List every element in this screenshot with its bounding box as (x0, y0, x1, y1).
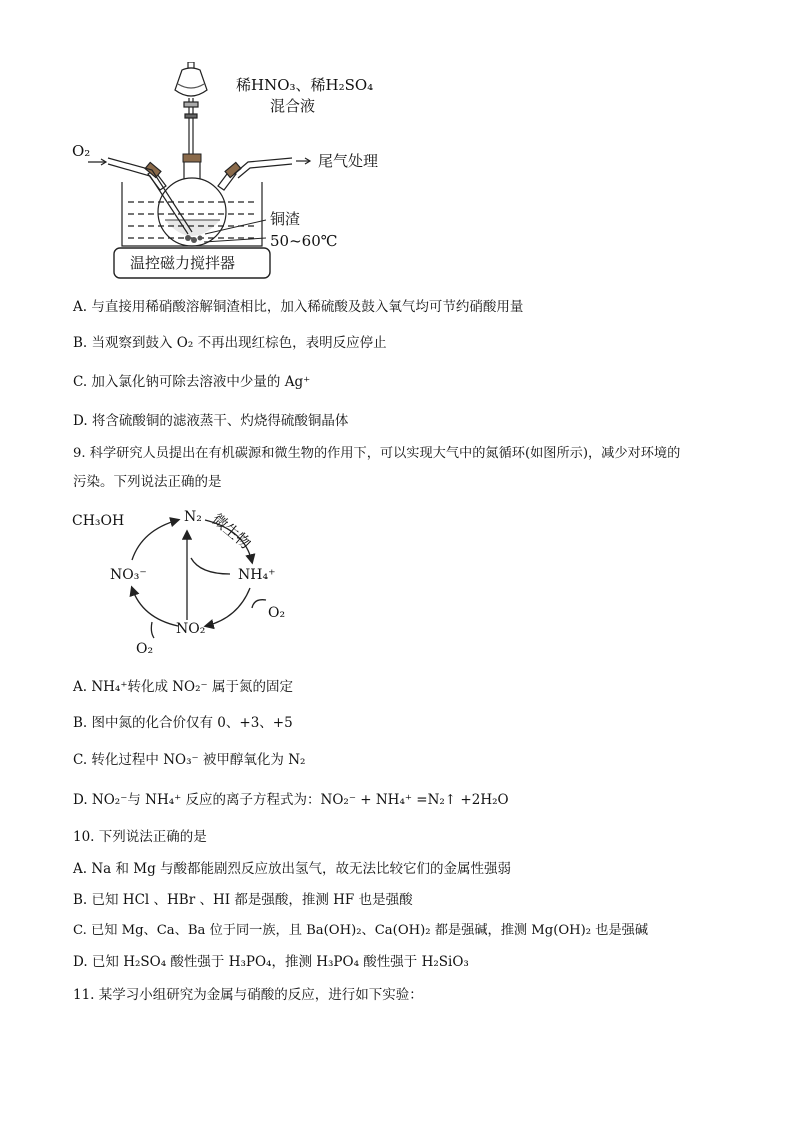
methanol-label: CH₃OH (72, 513, 125, 529)
q11-stem: 11. 某学习小组研究为金属与硝酸的反应，进行如下实验： (73, 987, 423, 1003)
nitrogen-gas-label: N₂ (184, 509, 202, 525)
q10-option-b: B. 已知 HCl 、HBr 、HI 都是强酸，推测 HF 也是强酸 (73, 892, 413, 908)
temperature-label: 50~60℃ (270, 232, 338, 250)
q9-option-a: A. NH₄⁺转化成 NO₂⁻ 属于氮的固定 (73, 679, 293, 695)
oxygen-inlet-label: O₂ (72, 142, 91, 160)
nitrate-label: NO₃⁻ (110, 567, 147, 583)
ammonium-label: NH₄⁺ (238, 567, 276, 583)
oxygen-left-label: O₂ (136, 641, 154, 657)
nitrite-label: NO₂⁻ (176, 621, 213, 637)
q9-stem-line2: 污染。下列说法正确的是 (73, 474, 222, 490)
q9-option-d: D. NO₂⁻与 NH₄⁺ 反应的离子方程式为：NO₂⁻ + NH₄⁺ =N₂↑ +2H₂O (73, 792, 509, 808)
funnel-label-line2: 混合液 (270, 97, 316, 115)
q10-option-a: A. Na 和 Mg 与酸都能剧烈反应放出氢气，故无法比较它们的金属性强弱 (73, 861, 512, 877)
q9-option-c: C. 转化过程中 NO₃⁻ 被甲醇氧化为 N₂ (73, 752, 306, 768)
apparatus-drawing (70, 62, 400, 280)
q10-stem: 10. 下列说法正确的是 (73, 829, 207, 845)
nitrogen-cycle-diagram (70, 500, 300, 665)
q10-option-d: D. 已知 H₂SO₄ 酸性强于 H₃PO₄，推测 H₃PO₄ 酸性强于 H₂SiO₃ (73, 954, 469, 970)
oxygen-right-label: O₂ (268, 605, 286, 621)
q8-option-d: D. 将含硫酸铜的滤液蒸干、灼烧得硫酸铜晶体 (73, 413, 349, 429)
q8-option-c: C. 加入氯化钠可除去溶液中少量的 Ag⁺ (73, 374, 311, 390)
separatory-funnel (175, 62, 207, 160)
stirrer-label: 温控磁力搅拌器 (130, 254, 236, 272)
funnel-label-line1: 稀HNO₃、稀H₂SO₄ (236, 76, 374, 94)
q8-option-a: A. 与直接用稀硝酸溶解铜渣相比，加入稀硫酸及鼓入氧气均可节约硝酸用量 (73, 299, 524, 315)
q8-option-b: B. 当观察到鼓入 O₂ 不再出现红棕色，表明反应停止 (73, 335, 387, 351)
copper-residue-label: 铜渣 (270, 210, 301, 228)
exhaust-label: 尾气处理 (318, 152, 379, 170)
q10-option-c: C. 已知 Mg、Ca、Ba 位于同一族，且 Ba(OH)₂、Ca(OH)₂ 都是强碱，推测 Mg(OH)₂ 也是强碱 (73, 923, 649, 938)
q9-option-b: B. 图中氮的化合价仅有 0、+3、+5 (73, 715, 293, 731)
apparatus-diagram (70, 62, 400, 280)
microbe-label: 微生物 (208, 510, 255, 553)
q9-stem-line1: 9. 科学研究人员提出在有机碳源和微生物的作用下，可以实现大气中的氮循环(如图所示)，减少对环境的 (73, 446, 681, 461)
